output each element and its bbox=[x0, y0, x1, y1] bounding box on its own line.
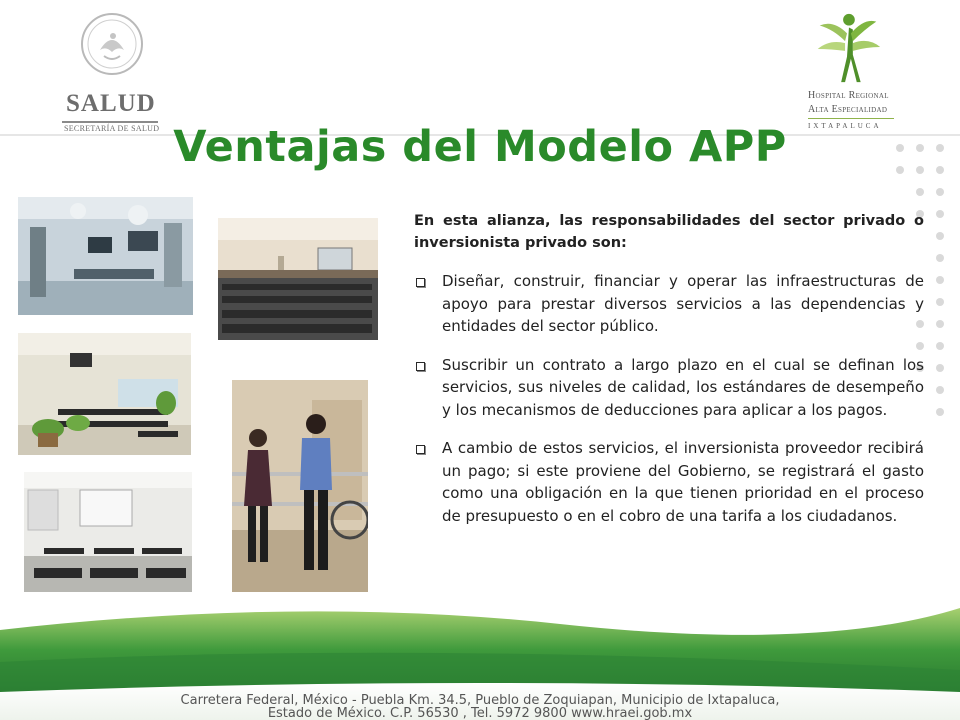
bullet-text: Diseñar, construir, financiar y operar las infraestructuras de apoyo para prestar diversos servicios a las dependencias y entidades del sector público. bbox=[442, 272, 924, 335]
photo-operating-room bbox=[18, 197, 193, 315]
square-bullet-icon bbox=[416, 362, 425, 371]
hospital-divider bbox=[808, 118, 894, 119]
photo-therapy bbox=[232, 380, 368, 592]
bullet-item bbox=[414, 437, 924, 527]
photo-auditorium bbox=[218, 218, 378, 340]
bullet-text: Suscribir un contrato a largo plazo en el cual se definan los servicios, sus niveles de calidad, los estándares de desempeño y los mecanismos de deducciones para aplicar a los pagos. bbox=[442, 355, 924, 419]
photo-lobby bbox=[18, 333, 191, 455]
bullet-item bbox=[414, 354, 924, 422]
footer-address-line2: Estado de México. C.P. 56530 , Tel. 5972 9800 www.hraei.gob.mx bbox=[267, 706, 693, 720]
hospital-name-line1: Hospital Regional bbox=[808, 90, 889, 101]
bullet-text: A cambio de estos servicios, el inversionista proveedor recibirá un pago; si este proviene del Gobierno, se registrará el gasto como una obligación en la que tienen prioridad en el proceso de presupuesto o en el cobro de una tarifa a los ciudadanos. bbox=[442, 439, 924, 525]
hospital-name-line2: Alta Especialidad bbox=[808, 104, 888, 115]
square-bullet-icon bbox=[416, 445, 425, 454]
photo-classroom bbox=[24, 472, 192, 592]
salud-logo bbox=[52, 10, 172, 136]
intro-paragraph: En esta alianza, las responsabilidades del sector privado o inversionista privado son: bbox=[414, 213, 924, 251]
content-block bbox=[414, 210, 924, 543]
hospital-location: IXTAPALUCA bbox=[808, 122, 882, 130]
hospital-figure-icon bbox=[808, 8, 886, 86]
salud-wordmark: SALUD bbox=[66, 90, 156, 117]
bullet-item bbox=[414, 270, 924, 338]
square-bullet-icon bbox=[416, 278, 425, 287]
footer-address-line1: Carretera Federal, México - Puebla Km. 34.5, Pueblo de Zoquiapan, Municipio de Ixtapaluca, bbox=[180, 693, 780, 708]
slide-title: Ventajas del Modelo APP bbox=[173, 122, 787, 172]
hospital-logo bbox=[798, 6, 908, 136]
mexican-seal-icon bbox=[80, 12, 144, 76]
bullet-list bbox=[414, 270, 924, 527]
salud-subtitle: SECRETARÍA DE SALUD bbox=[64, 124, 160, 133]
